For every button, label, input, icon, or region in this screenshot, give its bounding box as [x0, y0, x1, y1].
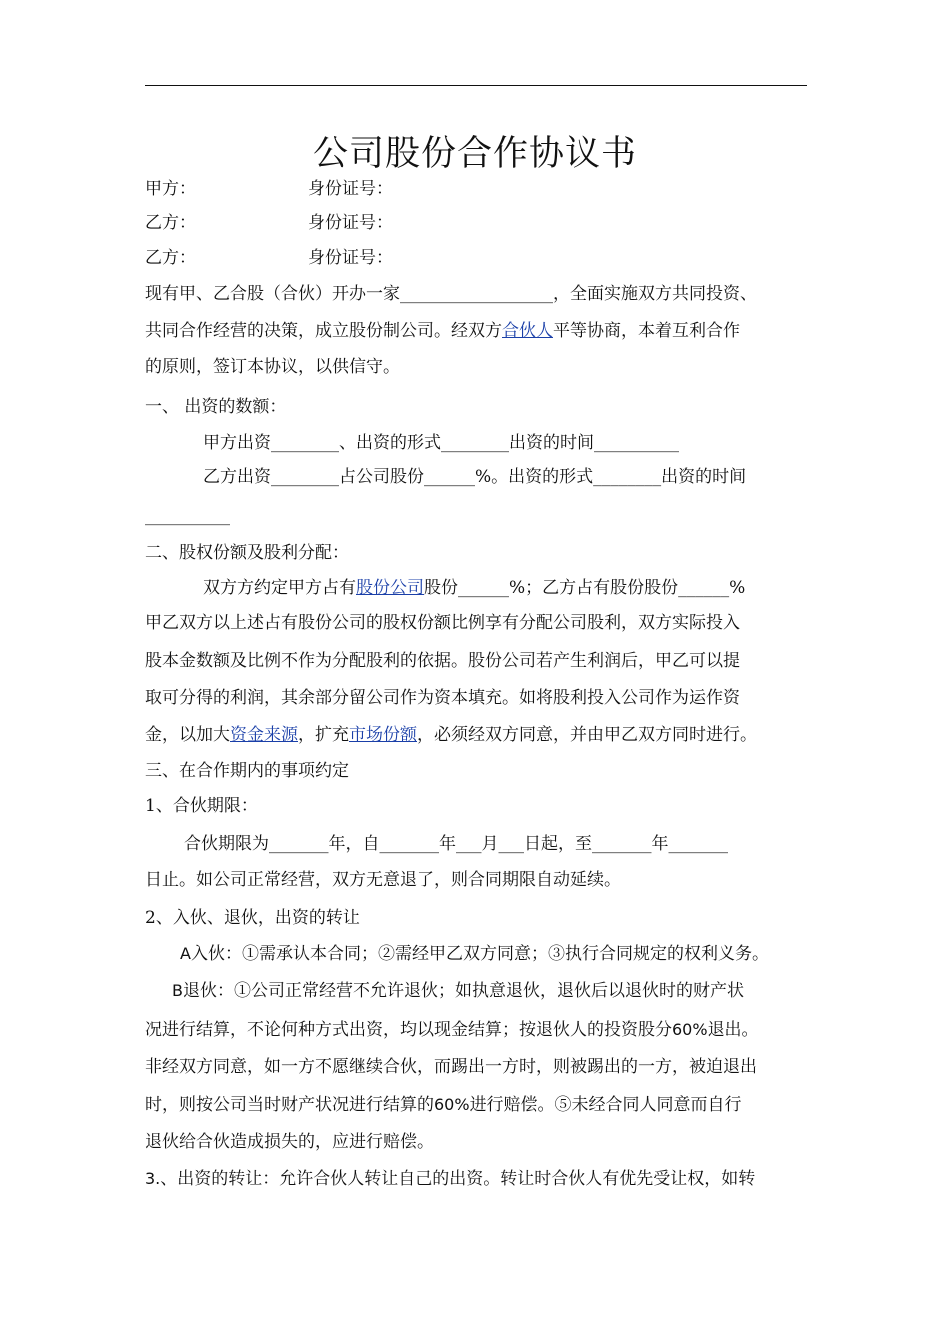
sec2-line-1	[203, 577, 745, 599]
sub-heading-2: 2、入伙、退伙，出资的转让	[145, 908, 360, 928]
sub-heading-3	[145, 1168, 755, 1190]
text-run: 共同合作经营的决策，成立股份制公司。经双方	[145, 321, 502, 341]
clause-b-line-5: 退伙给合伙造成损失的，应进行赔偿。	[145, 1132, 434, 1152]
text-run: 况进行结算，不论何种方式出资，均以现金结算；按退伙人的投资股分	[145, 1020, 672, 1040]
text-run: 时，则按公司当时财产状况进行结算的	[145, 1095, 434, 1115]
text-run: 平等协商，本着互利合作	[553, 321, 740, 341]
text-run: 双方方约定甲方占有	[203, 578, 356, 598]
text-run: 、出资的转让：允许合伙人转让自己的出资。转让时合伙人有优先受让权，如转	[160, 1169, 756, 1189]
sec1-line-3: __________	[145, 506, 230, 526]
text-run: 入伙：①需承认本合同；②需经甲乙双方同意；③执行合同规定的权利义务。	[190, 944, 769, 964]
term-line-2: 日止。如公司正常经营，双方无意退了，则合同期限自动延续。	[145, 870, 621, 890]
header-rule	[145, 85, 807, 86]
sec1-line-2: 乙方出资________占公司股份______%。出资的形式________出资的时间	[203, 467, 747, 487]
intro-line-1: 现有甲、乙合股（合伙）开办一家__________________，全面实施双方共同投资、	[145, 284, 757, 304]
link-market-share[interactable]: 市场份额	[349, 725, 417, 745]
party-line	[145, 212, 393, 234]
id-label: 身份证号：	[308, 248, 393, 268]
party-label: 甲方：	[145, 179, 196, 199]
clause-letter: A	[180, 944, 191, 963]
sec2-line-5	[145, 724, 757, 746]
clause-b-line-3: 非经双方同意，如一方不愿继续合伙，而踢出一方时，则被踢出的一方，被迫退出	[145, 1057, 757, 1077]
text-run: ，扩充	[298, 725, 349, 745]
party-line	[145, 178, 393, 200]
clause-b	[172, 980, 744, 1002]
link-partner[interactable]: 合伙人	[502, 321, 553, 341]
text-run: ，必须经双方同意，并由甲乙双方同时进行。	[417, 725, 757, 745]
percent-value: 60%	[434, 1095, 470, 1114]
party-label: 乙方：	[145, 213, 196, 233]
section-3-heading: 三、在合作期内的事项约定	[145, 761, 349, 781]
page-title: 公司股份合作协议书	[312, 134, 637, 174]
percent-value: 60%	[672, 1020, 708, 1039]
section-1-heading: 一、 出资的数额：	[145, 397, 287, 417]
clause-b-line-2	[145, 1019, 759, 1041]
party-label: 乙方：	[145, 248, 196, 268]
section-2-heading: 二、股权份额及股利分配：	[145, 543, 349, 563]
sec2-line-3: 股本金数额及比例不作为分配股利的依据。股份公司若产生利润后，甲乙可以提	[145, 651, 740, 671]
party-line	[145, 247, 393, 269]
sec2-line-2: 甲乙双方以上述占有股份公司的股权份额比例享有分配公司股利，双方实际投入	[145, 613, 740, 633]
clause-b-line-4	[145, 1094, 742, 1116]
clause-a	[180, 943, 769, 965]
intro-line-3: 的原则，签订本协议，以供信守。	[145, 357, 400, 377]
link-share-company[interactable]: 股份公司	[356, 578, 424, 598]
link-capital-source[interactable]: 资金来源	[230, 725, 298, 745]
sec2-line-4: 取可分得的利润，其余部分留公司作为资本填充。如将股利投入公司作为运作资	[145, 688, 740, 708]
intro-line-2	[145, 320, 740, 342]
clause-number: 3.	[145, 1169, 161, 1188]
text-run: 股份______%；乙方占有股份股份______%	[424, 578, 746, 598]
id-label: 身份证号：	[308, 213, 393, 233]
text-run: 金，以加大	[145, 725, 230, 745]
clause-letter: B	[172, 981, 183, 1000]
text-run: 退伙：①公司正常经营不允许退伙；如执意退伙，退伙后以退伙时的财产状	[182, 981, 744, 1001]
term-line-1: 合伙期限为_______年，自_______年___月___日起，至_______年_______	[184, 834, 728, 854]
text-run: 退出。	[707, 1020, 759, 1040]
sec1-line-1: 甲方出资________、出资的形式________出资的时间__________	[203, 433, 679, 453]
text-run: 进行赔偿。⑤未经合同人同意而自行	[469, 1095, 742, 1115]
sub-heading-1: 1、合伙期限：	[145, 796, 258, 816]
id-label: 身份证号：	[308, 179, 393, 199]
